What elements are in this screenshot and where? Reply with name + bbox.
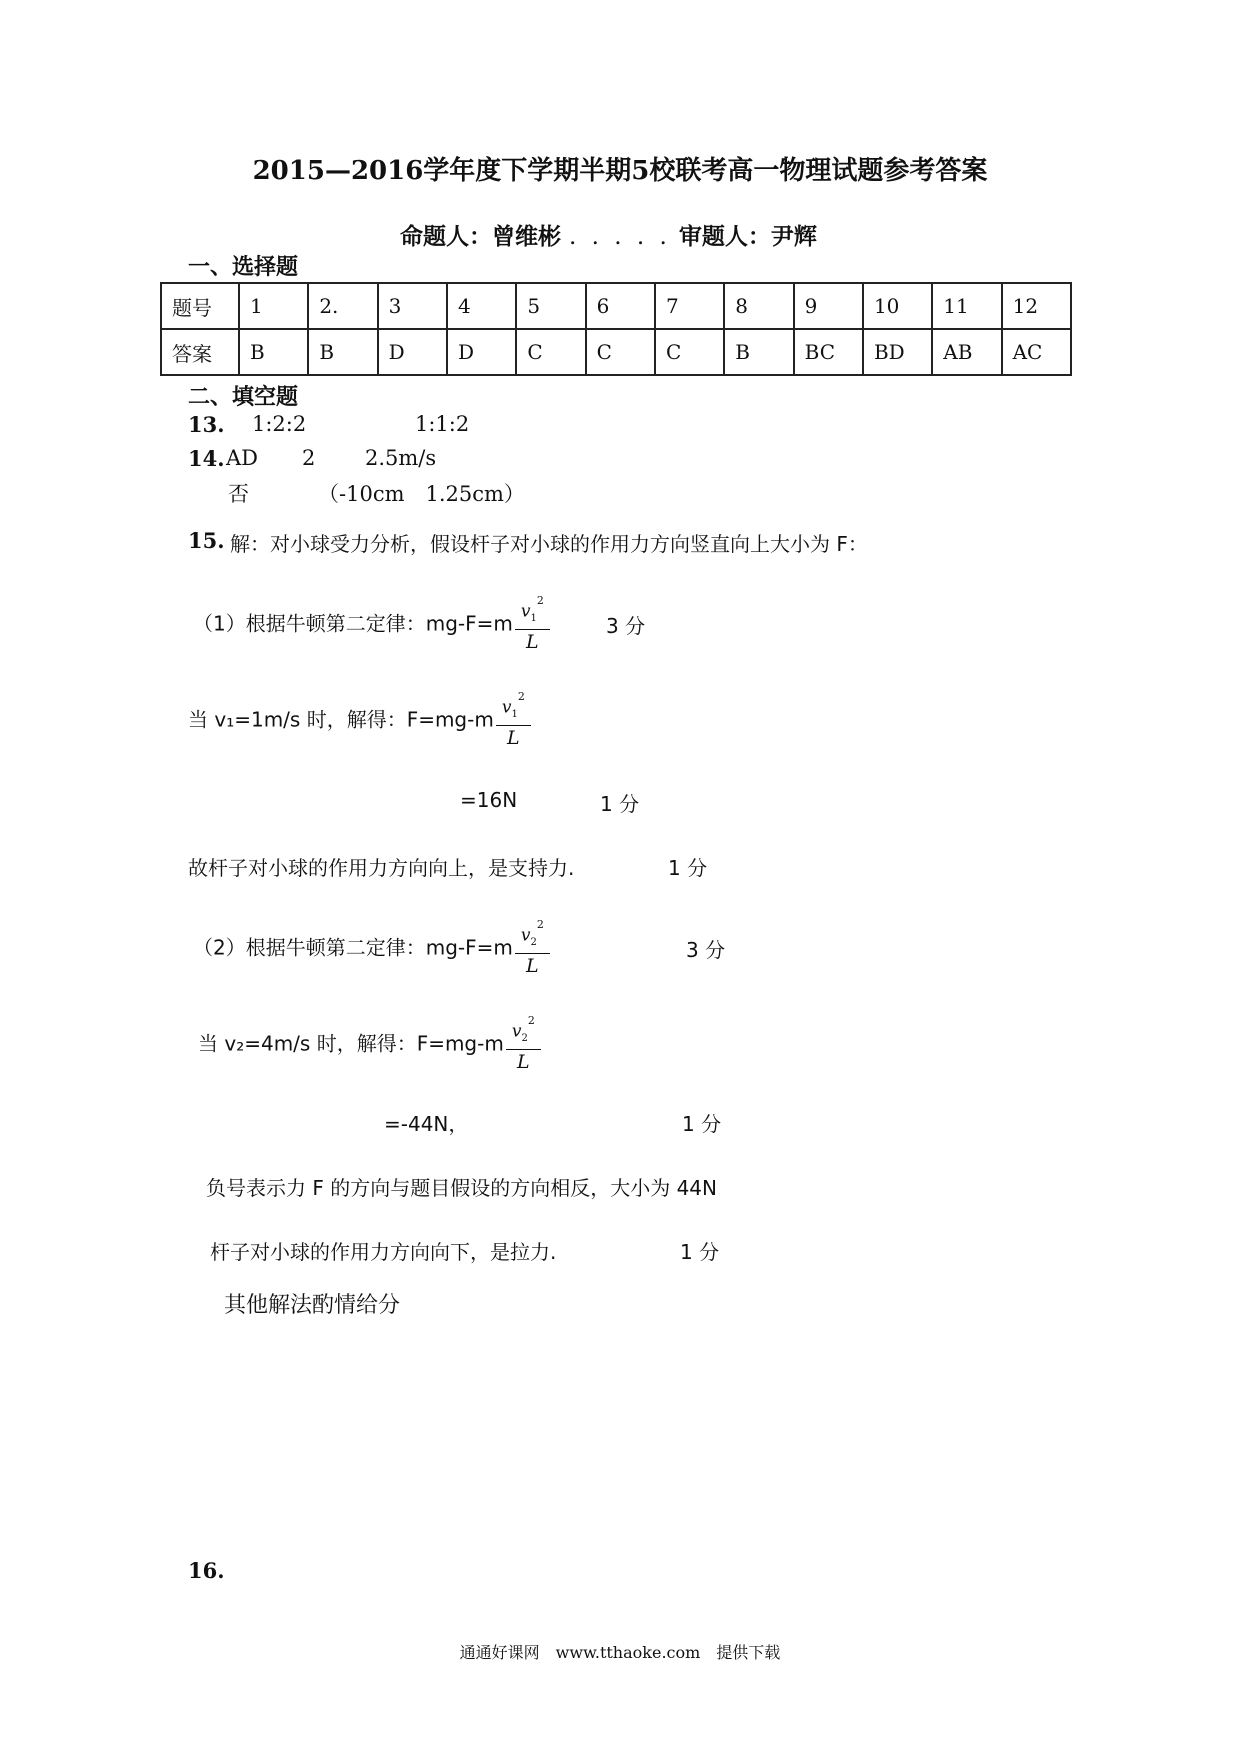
q14-answer-1: AD — [226, 446, 259, 470]
section-fill-blank-title: 二、填空题 — [188, 384, 299, 410]
author-label: 命题人： — [400, 223, 492, 250]
q15-step4 — [198, 1014, 543, 1074]
q15-conclusion2: 杆子对小球的作用力方向向下，是拉力. — [210, 1240, 557, 1264]
q15-sign-explanation: 负号表示力 F 的方向与题目假设的方向相反，大小为 44N — [206, 1176, 717, 1200]
footer-source: 通通好课网 www.tthaoke.com 提供下载 — [459, 1643, 781, 1662]
reviewer-label: 审题人： — [678, 223, 771, 250]
answer-cell: BD — [863, 329, 932, 375]
formula-v1-squared-over-l: $\frac{v_1^2}{L}$ — [496, 694, 531, 748]
q15-step1 — [193, 594, 552, 654]
question-number: 7 — [655, 283, 724, 329]
reviewer-name: 尹辉 — [770, 223, 817, 250]
answer-cell: BC — [794, 329, 863, 375]
table-row-answers — [161, 329, 1071, 375]
q15-other-methods-note: 其他解法酌情给分 — [224, 1293, 401, 1318]
q15-step3-score: 3 分 — [686, 938, 726, 962]
q14-number: 14. — [188, 446, 225, 471]
formula-v2-squared-over-l: $\frac{v_2^2}{L}$ — [506, 1018, 541, 1072]
answer-table — [160, 282, 1072, 376]
q15-step2 — [188, 690, 533, 750]
q15-step1-text: （1）根据牛顿第二定律：mg-F=m — [193, 611, 513, 636]
page-title: 2015—2016学年度下学期半期5校联考高一物理试题参考答案 — [252, 156, 988, 186]
answer-cell: B — [724, 329, 793, 375]
q15-step3 — [193, 918, 552, 978]
q15-result1: =16N — [460, 788, 518, 812]
table-row-numbers — [161, 283, 1071, 329]
q14-answer-2: 2 — [302, 446, 316, 470]
question-number: 4 — [447, 283, 516, 329]
row-label-answer: 答案 — [161, 329, 239, 375]
formula-v1-squared-over-l: $\frac{v_1^2}{L}$ — [515, 598, 550, 652]
q13-answer-1: 1:2:2 — [252, 412, 307, 436]
q14-answer-4: 否 — [228, 482, 249, 506]
answer-cell: B — [239, 329, 308, 375]
q15-conclusion1-score: 1 分 — [668, 856, 708, 880]
question-number: 9 — [794, 283, 863, 329]
authors-line — [400, 218, 817, 251]
q15-step2-text: 当 v₁=1m/s 时，解得：F=mg-m — [188, 707, 494, 732]
q15-result2-score: 1 分 — [682, 1112, 722, 1136]
answer-cell: C — [516, 329, 585, 375]
question-number: 5 — [516, 283, 585, 329]
question-number: 10 — [863, 283, 932, 329]
q15-result1-score: 1 分 — [600, 792, 640, 816]
question-number: 2. — [308, 283, 377, 329]
q13-number: 13. — [188, 412, 225, 437]
answer-cell: C — [586, 329, 655, 375]
q15-result2: =-44N， — [384, 1112, 469, 1136]
q15-number: 15. — [188, 528, 225, 553]
q13-answer-2: 1:1:2 — [415, 412, 470, 436]
q15-step4-text: 当 v₂=4m/s 时，解得：F=mg-m — [198, 1031, 504, 1056]
q15-conclusion1: 故杆子对小球的作用力方向向上，是支持力. — [188, 856, 575, 880]
q14-answer-5: （-10cm 1.25cm） — [318, 482, 525, 506]
author-name: 曾维彬 — [492, 223, 561, 250]
section-multiple-choice-title: 一、选择题 — [188, 254, 299, 280]
formula-v2-squared-over-l: $\frac{v_2^2}{L}$ — [515, 922, 550, 976]
q15-step3-text: （2）根据牛顿第二定律：mg-F=m — [193, 935, 513, 960]
row-label-question: 题号 — [161, 283, 239, 329]
question-number: 6 — [586, 283, 655, 329]
question-number: 8 — [724, 283, 793, 329]
author-dots: . . . . . — [569, 224, 671, 250]
q14-answer-3: 2.5m/s — [365, 446, 437, 470]
q15-step1-score: 3 分 — [606, 614, 646, 638]
question-number: 3 — [378, 283, 447, 329]
answer-cell: D — [378, 329, 447, 375]
q16-number: 16. — [188, 1558, 225, 1583]
q15-intro: 解：对小球受力分析，假设杆子对小球的作用力方向竖直向上大小为 F： — [230, 532, 868, 556]
question-number: 11 — [932, 283, 1001, 329]
question-number: 12 — [1002, 283, 1071, 329]
q15-conclusion2-score: 1 分 — [680, 1240, 720, 1264]
answer-cell: D — [447, 329, 516, 375]
answer-cell: AC — [1002, 329, 1071, 375]
answer-cell: B — [308, 329, 377, 375]
answer-cell: C — [655, 329, 724, 375]
answer-cell: AB — [932, 329, 1001, 375]
question-number: 1 — [239, 283, 308, 329]
